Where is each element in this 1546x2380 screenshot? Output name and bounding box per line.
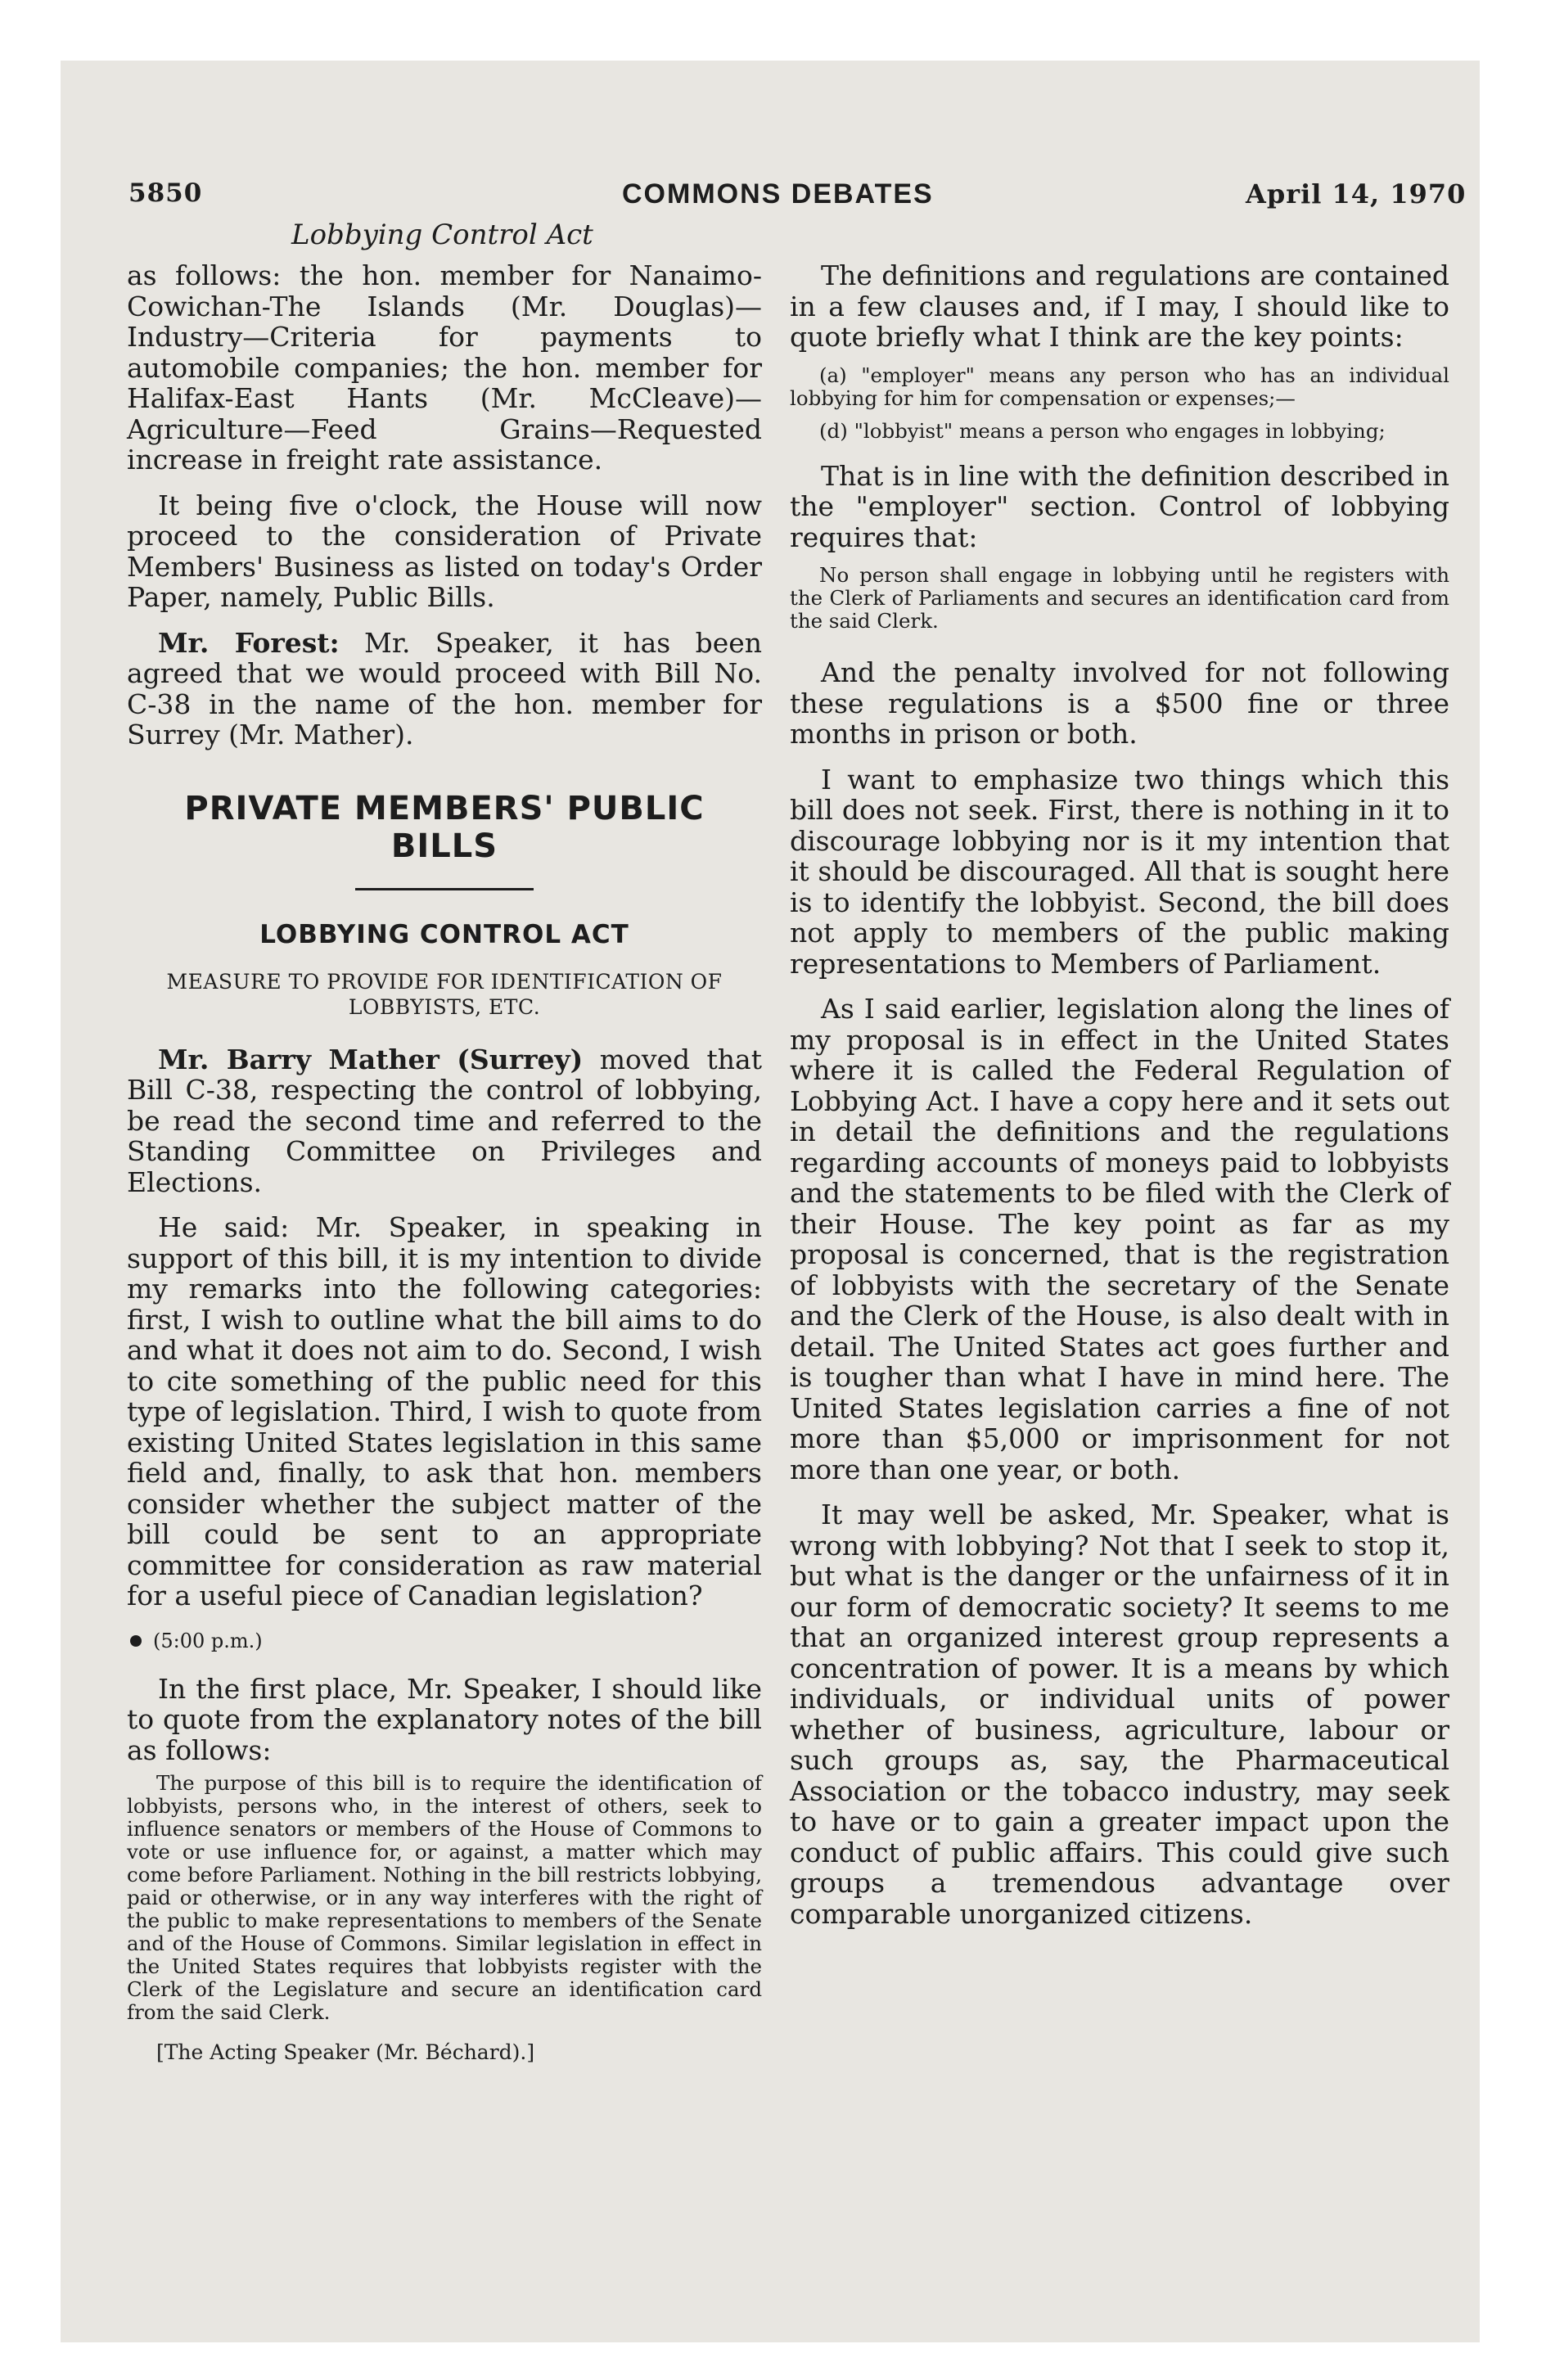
speech-text: moved that Bill C-38, respecting the control of lobbying, be read the second time and referred to the Standing Committee on Privileges and Elections.	[127, 1043, 762, 1198]
paragraph: I want to emphasize two things which this bill does not seek. First, there is nothing in it to discourage lobbying nor is it my intention that it should be discouraged. All that is sought here is to identify the lobbyist. Second, the bill does not apply to members of the public making representations to Members of Parliament.	[790, 763, 1449, 980]
right-column	[790, 260, 1449, 1929]
speaker-name: Mr. Barry Mather (Surrey)	[158, 1043, 584, 1075]
bill-heading: LOBBYING CONTROL ACT	[259, 919, 629, 949]
block-quote: No person shall engage in lobbying until he registers with the Clerk of Parliaments and secures an identification card from the said Clerk.	[790, 563, 1449, 633]
paragraph: He said: Mr. Speaker, in speaking in support of this bill, it is my intention to divide my remarks into the following categories: first, I wish to outline what the bill aims to do and what it does not aim to do. Second, I wish to cite something of the public need for this type of legislation. Third, I wish to quote from existing United States legislation in this same field and, finally, to ask that hon. members consider whether the subject matter of the bill could be sent to an appropriate committee for consideration as raw material for a useful piece of Canadian legislation?	[127, 1211, 762, 1611]
section-heading: PRIVATE MEMBERS' PUBLIC BILLS	[184, 789, 705, 865]
time-stamp-text: (5:00 p.m.)	[153, 1629, 263, 1652]
speech-text: Mr. Speaker, it has been agreed that we would proceed with Bill No. C-38 in the name of the hon. member for Surrey (Mr. Mather).	[127, 626, 763, 751]
paragraph: As I said earlier, legislation along the lines of my proposal is in effect in the United States where it is called the Federal Regulation of Lobbying Act. I have a copy here and it sets out in detail the definitions and the regulations regarding accounts of moneys paid to lobbyists and the statements to be filed with the Clerk of their House. The key point as far as my proposal is concerned, that is the registration of lobbyists with the secretary of the Senate and the Clerk of the House, is also dealt with in detail. The United States act goes further and is tougher than what I have in mind here. The United States legislation carries a fine of not more than $5,000 or imprisonment for not more than one year, or both.	[790, 993, 1449, 1485]
paragraph: That is in line with the definition described in the "employer" section. Control of lobbying requires that:	[790, 459, 1449, 553]
speaker-name: Mr. Forest:	[158, 626, 340, 659]
paragraph: In the first place, Mr. Speaker, I should like to quote from the explanatory notes of the bill as follows:	[127, 1672, 762, 1766]
block-quote: (d) "lobbyist" means a person who engages in lobbying;	[819, 418, 1386, 443]
running-title: Lobbying Control Act	[291, 219, 593, 251]
paragraph: It may well be asked, Mr. Speaker, what is wrong with lobbying? Not that I seek to stop it, but what is the danger or the unfairness of it in our form of democratic society? It seems to me that an organized interest group represents a concentration of power. It is a means by which individuals, or individual units of power whether of business, agriculture, labour or such groups as, say, the Pharmaceutical Association or the tobacco industry, may seek to have or to gain a greater impact upon the conduct of public affairs. This could give such groups a tremendous advantage over comparable unorganized citizens.	[790, 1499, 1449, 1930]
heading-divider	[355, 888, 534, 890]
paragraph	[127, 1044, 762, 1198]
time-stamp	[127, 1629, 762, 1652]
bullet-icon	[130, 1635, 142, 1647]
paragraph: The definitions and regulations are contained in a few clauses and, if I may, I should like to quote briefly what I think are the key points:	[790, 259, 1449, 353]
measure-description: MEASURE TO PROVIDE FOR IDENTIFICATION OF LOBBYISTS, ETC.	[166, 969, 723, 1019]
page-number: 5850	[128, 178, 203, 208]
chair-note: [The Acting Speaker (Mr. Béchard).]	[156, 2040, 535, 2064]
paragraph: And the penalty involved for not following these regulations is a $500 fine or three months in prison or both.	[790, 656, 1449, 750]
paragraph	[127, 628, 762, 751]
block-quote: The purpose of this bill is to require the identification of lobbyists, persons who, in the interest of others, seek to influence senators or members of the House of Commons to vote or use influence for, or against, a matter which may come before Parliament. Nothing in the bill restricts lobbying, paid or otherwise, or in any way interferes with the right of the public to make representations to members of the Senate and of the House of Commons. Similar legislation in effect in the United States requires that lobbyists register with the Clerk of the Legislature and secure an identification card from the said Clerk.	[127, 1771, 762, 2024]
paragraph: It being five o'clock, the House will now proceed to the consideration of Private Members' Business as listed on today's Order Paper, namely, Public Bills.	[127, 489, 762, 613]
block-quote: (a) "employer" means any person who has an individual lobbying for him for compensation or expenses;—	[790, 363, 1449, 410]
left-column	[127, 260, 762, 2064]
paragraph: as follows: the hon. member for Nanaimo-Cowichan-The Islands (Mr. Douglas)—Industry—Criteria for payments to automobile companies; the hon. member for Halifax-East Hants (Mr. McCleave)—Agriculture—Feed Grains—Requested increase in freight rate assistance.	[127, 259, 762, 476]
publication-title: COMMONS DEBATES	[622, 178, 934, 210]
issue-date: April 14, 1970	[1246, 178, 1467, 210]
